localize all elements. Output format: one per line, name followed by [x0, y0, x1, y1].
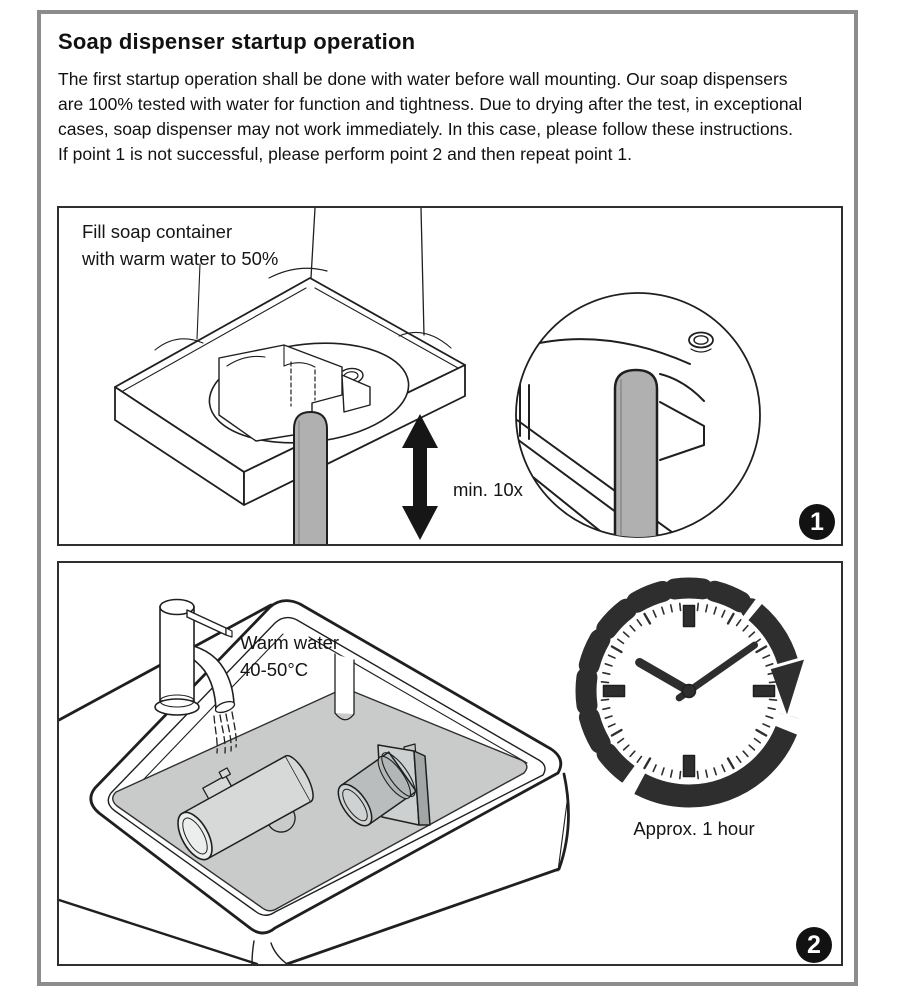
- intro-line: The first startup operation shall be done with water before wall mounting. Our soap dispensers: [58, 69, 788, 89]
- intro-line: are 100% tested with water for function and tightness. Due to drying after the test, in exceptional: [58, 94, 803, 114]
- clock-icon: [586, 588, 806, 796]
- step-panel-1: [57, 206, 843, 546]
- water-temperature-label: Warm water 40-50°C: [240, 632, 340, 680]
- pump-count-annotation: min. 10x: [453, 479, 523, 500]
- step-number-badge: 1: [799, 504, 835, 540]
- pump-spout: [294, 412, 327, 544]
- page-title: Soap dispenser startup operation: [58, 29, 416, 54]
- fill-instruction-label: Fill soap container with warm water to 50%: [82, 221, 279, 269]
- label-leader-line: [197, 264, 200, 339]
- soaking-illustration: [59, 563, 841, 964]
- duration-annotation: Approx. 1 hour: [633, 818, 755, 839]
- intro-line: cases, soap dispenser may not work immediately. In this case, please follow these instructions.: [58, 119, 794, 139]
- intro-line: If point 1 is not successful, please perform point 2 and then repeat point 1.: [58, 144, 632, 164]
- step-panel-2: [57, 561, 843, 966]
- intro-paragraph: [58, 67, 802, 167]
- step-number-badge: 2: [796, 927, 832, 963]
- double-arrow-icon: [402, 414, 438, 540]
- detail-circle: [516, 293, 760, 544]
